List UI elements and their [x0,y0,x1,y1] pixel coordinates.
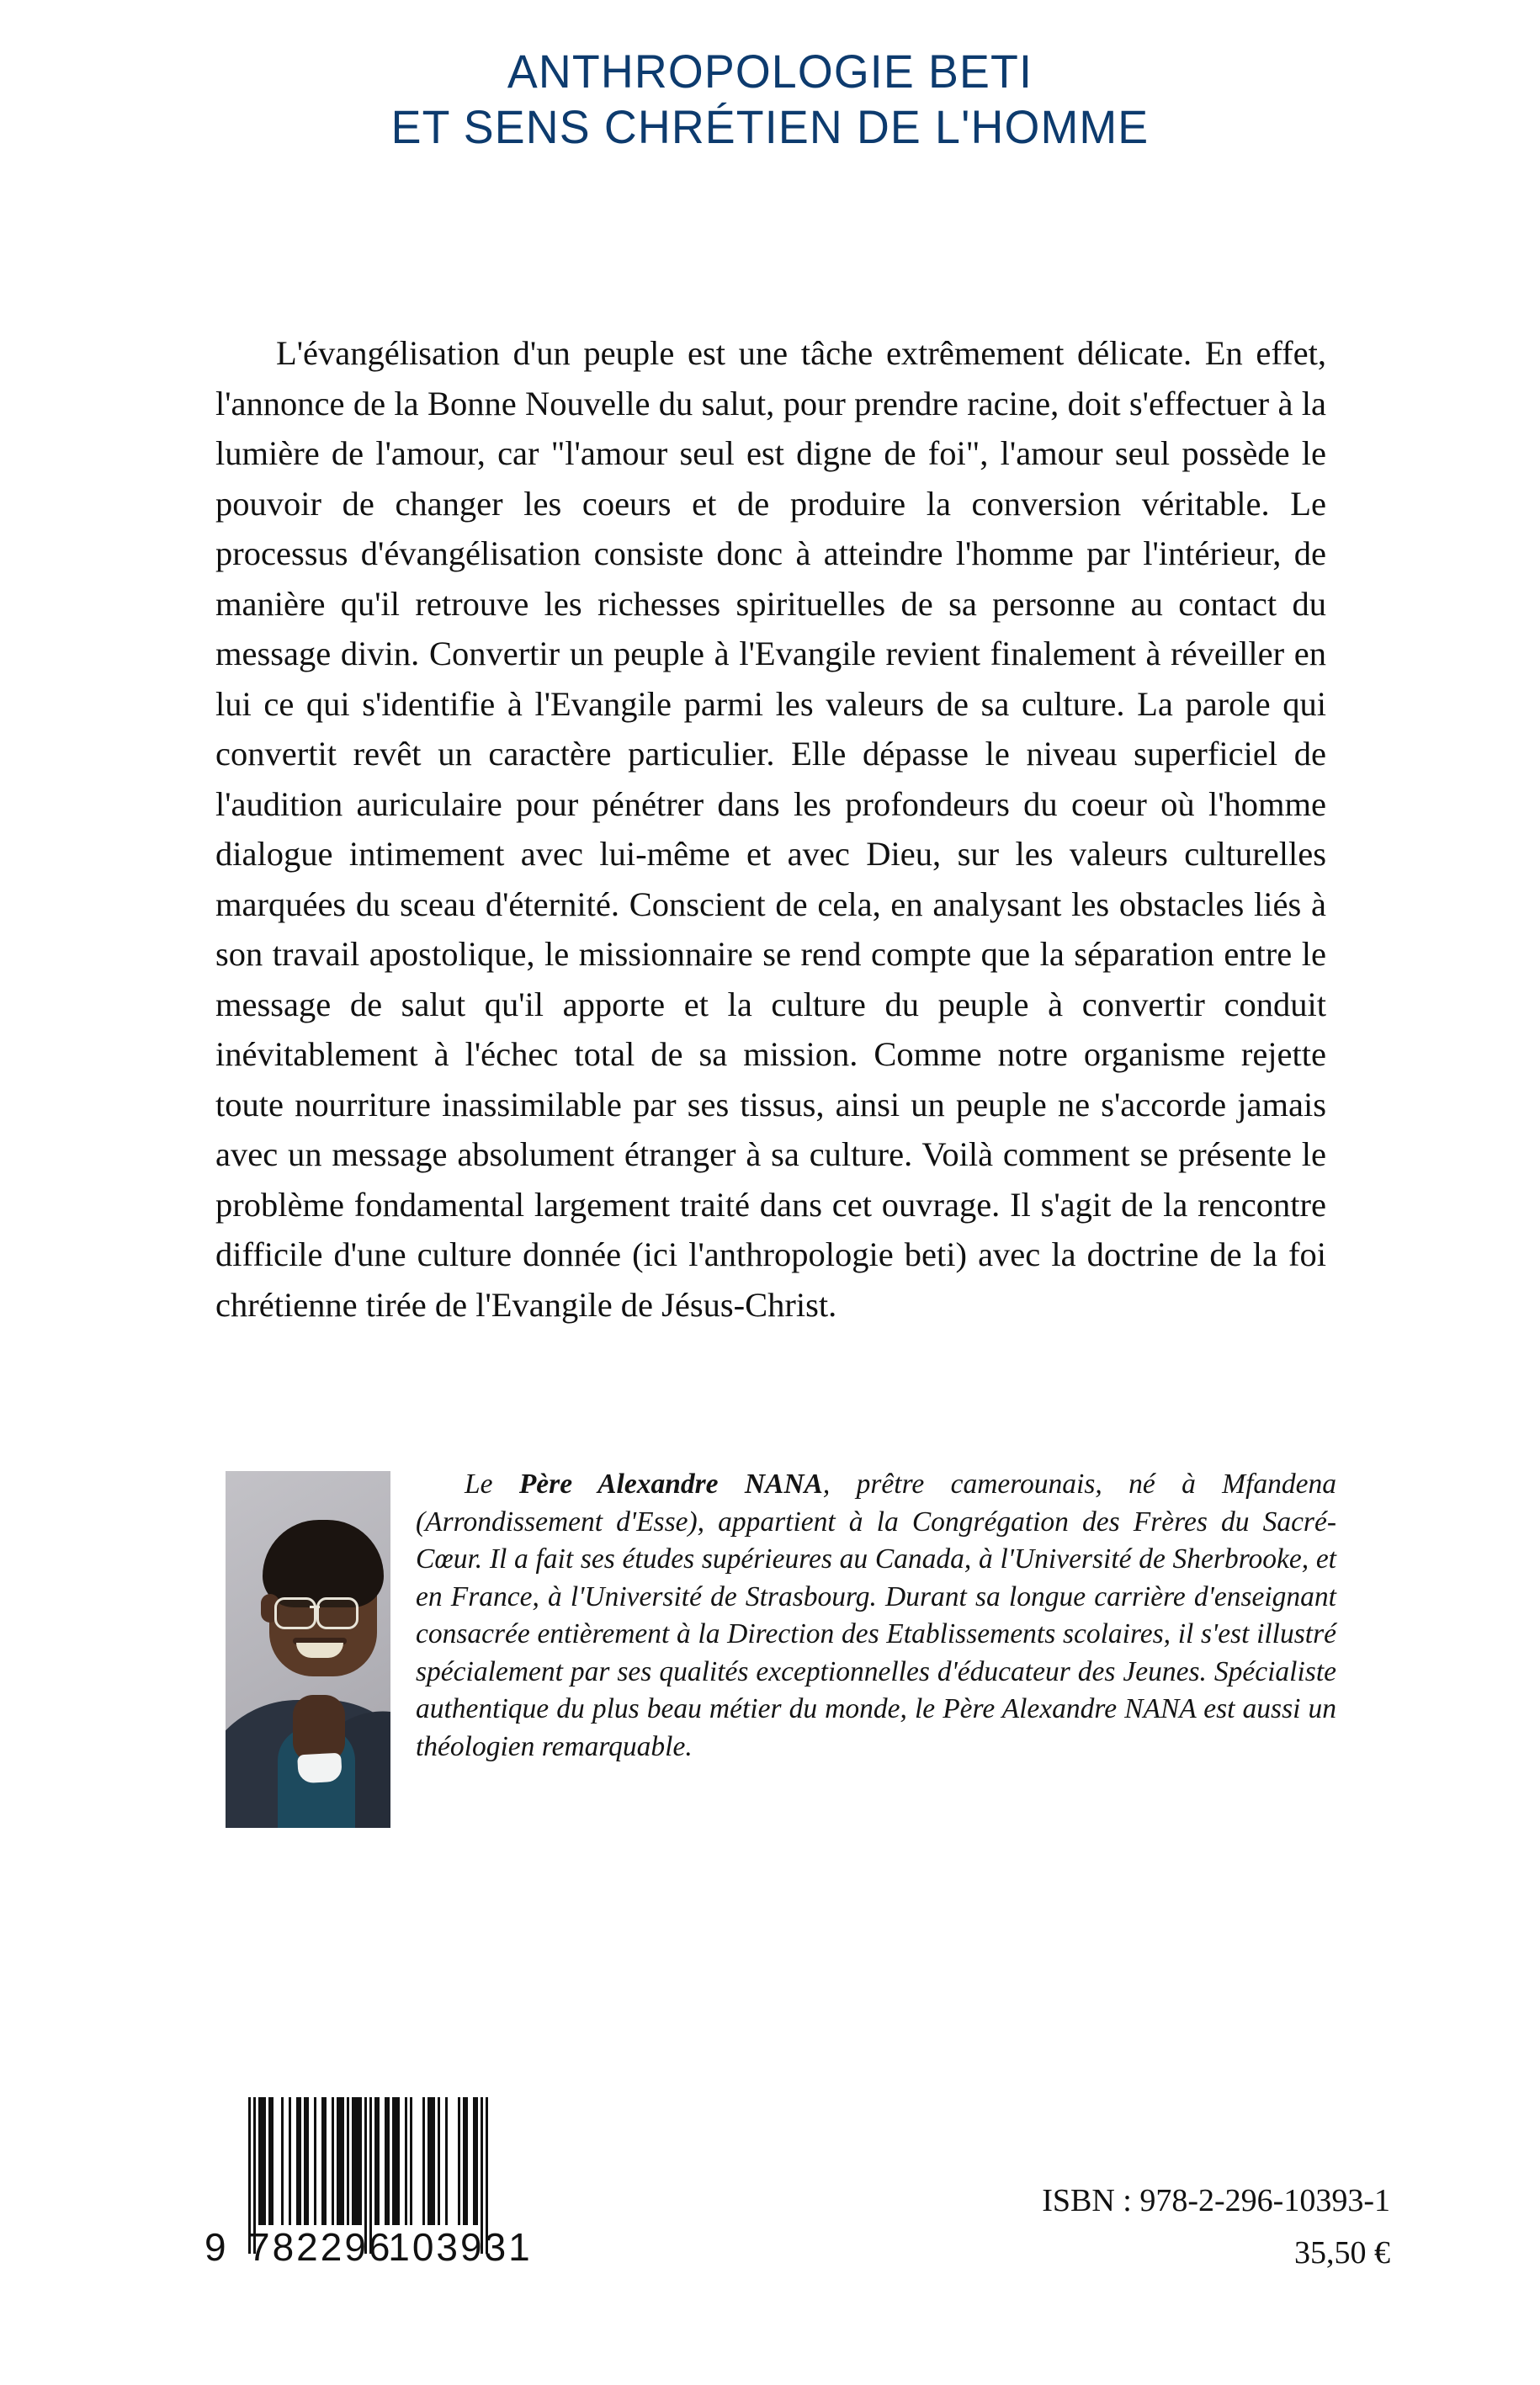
barcode-bars [248,2097,488,2225]
photo-neck [293,1695,345,1762]
author-bio-lead-in: Le [465,1469,519,1500]
barcode-digits [204,2225,558,2269]
photo-clerical-collar [297,1753,343,1784]
book-title [0,44,1540,155]
author-bio-body: , prêtre camerounais, né à Mfandena (Arrondissement d'Esse), appartient à la Congrégation des Frères du Sacré-Cœur. Il a fait ses études supérieures au Canada, à l'Université de Sherbrooke, et en France, à l'Université de Strasbourg. Durant sa longue carrière d'enseignant consacrée entièrement à la Direction des Etablissements scolaires, il s'est illustré spécialement par ses qualités exceptionnelles d'éducateur des Jeunes. Spécialiste authentique du plus beau métier du monde, le Père Alexandre NANA est aussi un théologien remarquable. [416,1469,1336,1762]
author-bio-text [226,1466,1336,1766]
author-photo [226,1471,390,1828]
author-bio-section [226,1466,1336,1833]
photo-glasses-left-lens [274,1597,316,1629]
back-cover-blurb: L'évangélisation d'un peuple est une tâche extrêmement délicate. En effet, l'annonce de la Bonne Nouvelle du salut, pour prendre racine, doit s'effectuer à la lumière de l'amour, car "l'amour seul est digne de foi", l'amour seul possède le pouvoir de changer les coeurs et de produire la conversion véritable. Le processus d'évangélisation consiste donc à atteindre l'homme par l'intérieur, de manière qu'il retrouve les richesses spirituelles de sa personne au contact du message divin. Convertir un peuple à l'Evangile revient finalement à réveiller en lui ce qui s'identifie à l'Evangile parmi les valeurs de sa culture. La parole qui convertit revêt un caractère particulier. Elle dépasse le niveau superficiel de l'audition auriculaire pour pénétrer dans les profondeurs du coeur où l'homme dialogue intimement avec lui-même et avec Dieu, sur les valeurs culturelles marquées du sceau d'éternité. Conscient de cela, en analysant les obstacles liés à son travail apostolique, le missionnaire se rend compte que la séparation entre le message de salut qu'il apporte et la culture du peuple à convertir conduit inévitablement à l'échec total de sa mission. Comme notre organisme rejette toute nourriture inassimilable par ses tissus, ainsi un peuple ne s'accorde jamais avec un message absolument étranger à sa culture. Voilà comment se présente le problème fondamental largement traité dans cet ouvrage. Il s'agit de la rencontre difficile d'une culture donnée (ici l'anthropologie beti) avec la doctrine de la foi chrétienne tirée de l'Evangile de Jésus-Christ. [215,334,1326,1324]
barcode-lead-digit: 9 [204,2225,229,2269]
barcode-right-group: 103931 [388,2225,533,2269]
barcode-left-group: 782296 [248,2225,393,2269]
photo-glasses-right-lens [316,1597,358,1629]
barcode [204,2097,558,2274]
author-name: Père Alexandre NANA [518,1469,823,1500]
isbn-text: ISBN : 978-2-296-10393-1 [1042,2183,1390,2218]
isbn-price-block [1042,2175,1390,2279]
photo-glasses-bridge [310,1606,320,1608]
book-title-line-2: ET SENS CHRÉTIEN DE L'HOMME [390,100,1150,154]
book-title-line-1: ANTHROPOLOGIE BETI [507,45,1033,98]
price-text: 35,50 € [1294,2235,1390,2271]
